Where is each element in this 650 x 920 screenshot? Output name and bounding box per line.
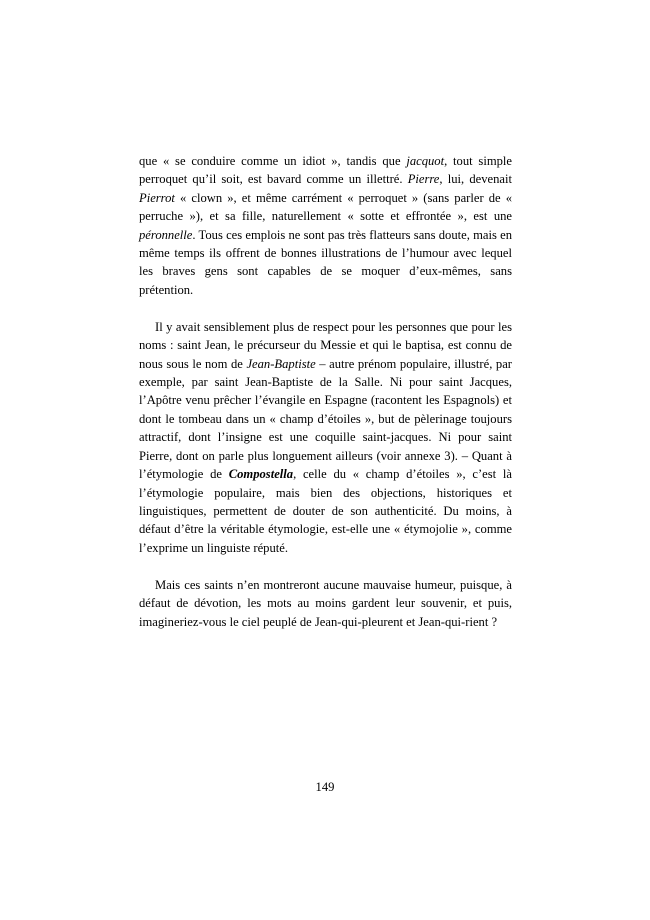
text-run: Il y avait sensiblement plus de respect pour les personnes que pour les noms : saint Jean, le précurseur du Messie et qui le baptisa, est connu de nous sous le nom de (139, 319, 512, 371)
bold-italic-term: Compostella (228, 467, 294, 482)
text-run: , lui, devenait (439, 172, 512, 187)
italic-term: Pierre (407, 172, 440, 187)
italic-term: Jean-Baptiste (246, 356, 316, 371)
body-text (139, 152, 512, 650)
text-run: Mais ces saints n’en montreront aucune mauvaise humeur, puisque, à défaut de dévotion, les mots au moins gardent leur souvenir, et puis, imagineriez-vous le ciel peuplé de Jean-qui-pleurent et Jean-qui-rient ? (139, 577, 512, 629)
italic-term: Pierrot (139, 190, 175, 205)
page-number: 149 (315, 780, 335, 794)
text-run: , tout simple perroquet qu’il soit, est bavard comme un illettré. (139, 154, 512, 187)
paragraph-3 (139, 576, 512, 631)
paragraph-1 (139, 152, 512, 299)
italic-term: jacquot (406, 154, 445, 168)
paragraph-2 (139, 318, 512, 557)
text-run: « clown », et même carrément « perroquet » (sans parler de « perruche »), et sa fille, naturellement « sotte et effrontée », est une (139, 190, 512, 224)
italic-term: péronnelle (139, 227, 193, 242)
text-run: , celle du « champ d’étoiles », c’est là l’étymologie populaire, mais bien des objections, historiques et linguistiques, permettent de douter de son authenticité. Du moins, à défaut d’être la véritable étymologie, est-elle une « étymojolie », comme l’exprime un linguiste réputé. (139, 467, 512, 555)
text-run: – autre prénom populaire, illustré, par exemple, par saint Jean-Baptiste de la Salle. Ni pour saint Jacques, l’Apôtre venu prêcher l’évangile en Espagne (racontent les Espagnols) et dont le tombeau dans un « champ d’étoiles », but de pèlerinage toujours attractif, dont l’insigne est une coquille saint-jacques. Ni pour saint Pierre, dont on parle plus longuement ailleurs (voir annexe 3). – Quant à l’étymologie de (139, 356, 512, 482)
text-run: . Tous ces emplois ne sont pas très flatteurs sans doute, mais en même temps ils offrent de bonnes illustrations de l’humour avec lequel les braves gens sont capables de se moquer d’eux-mêmes, sans prétention. (139, 227, 512, 297)
text-run: que « se conduire comme un idiot », tandis que (139, 154, 407, 168)
